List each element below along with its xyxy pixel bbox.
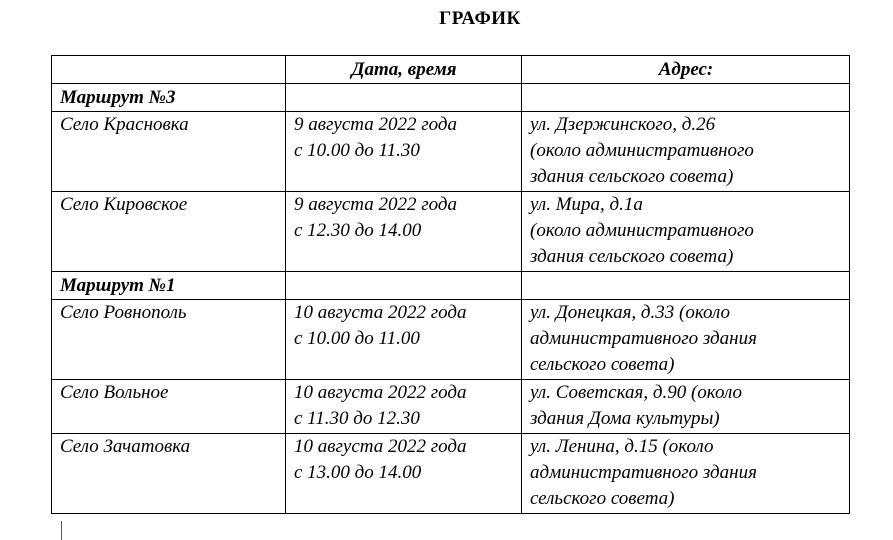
text-cursor (61, 521, 62, 540)
route-empty-cell (286, 272, 522, 300)
route-row-3 (52, 84, 850, 112)
date-line: 10 августа 2022 года (294, 302, 467, 323)
address-line: сельского совета) (530, 354, 675, 375)
date-line: 9 августа 2022 года (294, 114, 458, 135)
date-line: 10 августа 2022 года (294, 382, 467, 403)
schedule-table (51, 55, 850, 514)
header-cell-date: Дата, время (286, 56, 522, 84)
address-line: (около административного (530, 220, 754, 241)
table-row (52, 112, 850, 192)
address-line: административного здания (530, 328, 757, 349)
address-cell (522, 434, 850, 514)
header-cell-place (52, 56, 286, 84)
document-title: ГРАФИК (439, 8, 521, 29)
place-cell (52, 434, 286, 514)
header-cell-address: Адрес: (522, 56, 850, 84)
place-cell (52, 112, 286, 192)
address-line: ул. Мира, д.1а (530, 194, 643, 215)
date-line: 10 августа 2022 года (294, 436, 467, 457)
table-row (52, 300, 850, 380)
route-row-1 (52, 272, 850, 300)
date-cell (286, 112, 522, 192)
address-line: сельского совета) (530, 488, 675, 509)
place-name: Село Зачатовка (60, 436, 191, 457)
time-line: с 13.00 до 14.00 (294, 462, 422, 483)
route-empty-cell (286, 84, 522, 112)
date-cell (286, 434, 522, 514)
address-line: здания сельского совета) (530, 166, 734, 187)
place-name: Село Кировское (60, 194, 188, 215)
place-cell (52, 192, 286, 272)
route-name: Маршрут №3 (52, 84, 286, 112)
address-line: ул. Дзержинского, д.26 (530, 114, 716, 135)
date-cell (286, 380, 522, 434)
place-name: Село Вольное (60, 382, 169, 403)
route-name: Маршрут №1 (52, 272, 286, 300)
time-line: с 11.30 до 12.30 (294, 408, 420, 429)
time-line: с 10.00 до 11.30 (294, 140, 420, 161)
address-line: (около административного (530, 140, 754, 161)
address-line: ул. Донецкая, д.33 (около (530, 302, 731, 323)
address-cell (522, 300, 850, 380)
date-cell (286, 300, 522, 380)
address-line: здания Дома культуры) (530, 408, 720, 429)
address-line: ул. Ленина, д.15 (около (530, 436, 714, 457)
table-row (52, 192, 850, 272)
time-line: с 10.00 до 11.00 (294, 328, 420, 349)
address-line: ул. Советская, д.90 (около (530, 382, 742, 403)
time-line: с 12.30 до 14.00 (294, 220, 422, 241)
table-row (52, 380, 850, 434)
date-cell (286, 192, 522, 272)
table-header-row (52, 56, 850, 84)
table-row (52, 434, 850, 514)
address-cell (522, 380, 850, 434)
place-name: Село Ровнополь (60, 302, 187, 323)
address-cell (522, 112, 850, 192)
place-cell (52, 380, 286, 434)
place-cell (52, 300, 286, 380)
place-name: Село Красновка (60, 114, 189, 135)
address-line: здания сельского совета) (530, 246, 734, 267)
address-line: административного здания (530, 462, 757, 483)
route-empty-cell (522, 272, 850, 300)
address-cell (522, 192, 850, 272)
date-line: 9 августа 2022 года (294, 194, 458, 215)
route-empty-cell (522, 84, 850, 112)
